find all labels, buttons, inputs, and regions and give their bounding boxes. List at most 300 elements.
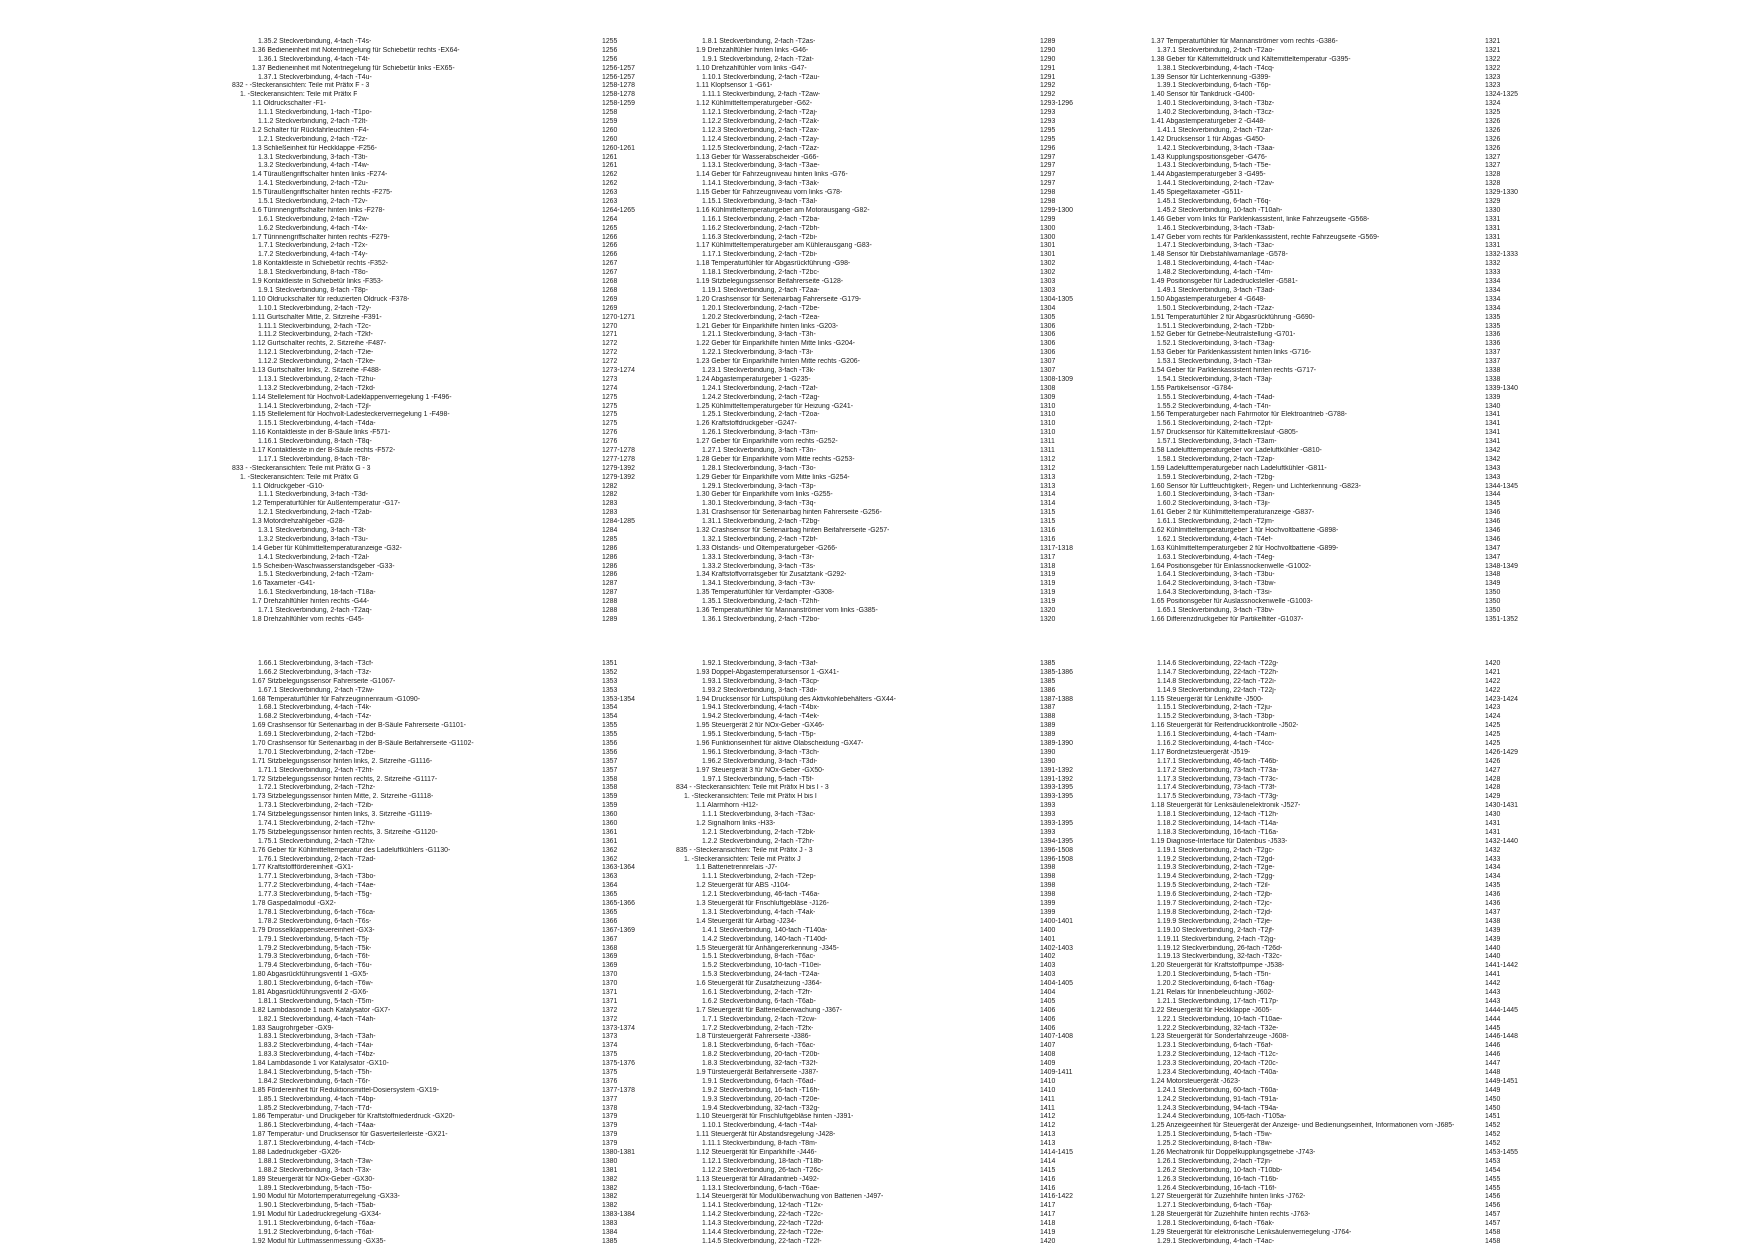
index-entry[interactable] xyxy=(676,660,1090,669)
index-entry[interactable] xyxy=(1131,847,1511,856)
index-entry[interactable] xyxy=(232,420,636,429)
index-entry[interactable] xyxy=(1131,465,1511,474)
index-entry[interactable] xyxy=(676,980,1090,989)
index-entry[interactable] xyxy=(232,278,636,287)
index-entry[interactable] xyxy=(676,758,1090,767)
index-entry[interactable] xyxy=(1131,927,1511,936)
index-entry[interactable] xyxy=(676,829,1090,838)
index-entry[interactable] xyxy=(676,927,1090,936)
index-entry[interactable] xyxy=(232,323,636,332)
index-entry[interactable] xyxy=(676,900,1090,909)
index-entry[interactable] xyxy=(676,687,1090,696)
index-entry[interactable] xyxy=(1131,145,1511,154)
index-entry[interactable] xyxy=(676,1229,1090,1238)
index-entry[interactable] xyxy=(676,1033,1090,1042)
index-entry[interactable] xyxy=(232,411,636,420)
index-entry[interactable] xyxy=(676,767,1090,776)
index-entry[interactable] xyxy=(676,589,1090,598)
index-entry[interactable] xyxy=(232,376,636,385)
index-entry[interactable] xyxy=(232,936,636,945)
index-entry[interactable] xyxy=(676,216,1090,225)
index-entry[interactable] xyxy=(232,225,636,234)
index-entry[interactable] xyxy=(1131,482,1518,492)
index-entry[interactable] xyxy=(232,704,636,713)
index-entry[interactable] xyxy=(232,234,636,243)
index-entry[interactable] xyxy=(676,38,1090,47)
index-entry[interactable] xyxy=(676,465,1090,474)
index-entry[interactable] xyxy=(1131,491,1511,500)
index-entry[interactable] xyxy=(1131,918,1511,927)
index-entry[interactable] xyxy=(1131,358,1511,367)
index-entry[interactable] xyxy=(676,740,1090,749)
index-entry[interactable] xyxy=(676,65,1090,74)
index-entry[interactable] xyxy=(1131,580,1511,589)
index-entry[interactable] xyxy=(676,225,1090,234)
index-entry[interactable] xyxy=(1131,554,1511,563)
index-entry[interactable] xyxy=(676,1149,1090,1158)
index-entry[interactable] xyxy=(676,598,1090,607)
index-entry[interactable] xyxy=(1131,474,1511,483)
index-entry[interactable] xyxy=(232,740,636,749)
index-entry[interactable] xyxy=(1131,945,1511,954)
index-entry[interactable] xyxy=(232,82,636,91)
index-entry[interactable] xyxy=(1131,242,1511,251)
index-entry[interactable] xyxy=(232,260,636,269)
index-entry[interactable] xyxy=(1131,971,1511,980)
index-entry[interactable] xyxy=(232,145,636,154)
index-entry[interactable] xyxy=(1131,154,1511,163)
index-entry[interactable] xyxy=(232,1185,636,1194)
index-entry[interactable] xyxy=(232,1140,636,1149)
index-entry[interactable] xyxy=(676,456,1090,465)
index-entry[interactable] xyxy=(676,491,1090,500)
index-entry[interactable] xyxy=(232,1113,636,1122)
index-entry[interactable] xyxy=(1131,207,1511,216)
index-entry[interactable] xyxy=(1131,420,1511,429)
index-entry[interactable] xyxy=(232,1069,636,1078)
index-entry[interactable] xyxy=(232,927,636,936)
index-entry[interactable] xyxy=(1131,784,1511,793)
index-entry[interactable] xyxy=(1131,953,1511,962)
index-entry[interactable] xyxy=(1131,74,1511,83)
index-entry[interactable] xyxy=(232,474,636,483)
index-entry[interactable] xyxy=(232,269,636,278)
index-entry[interactable] xyxy=(1131,1220,1511,1229)
index-entry[interactable] xyxy=(1131,1016,1511,1025)
index-entry[interactable] xyxy=(1131,171,1511,180)
index-entry[interactable] xyxy=(1131,962,1518,971)
index-entry[interactable] xyxy=(676,483,1090,492)
index-entry[interactable] xyxy=(676,234,1090,243)
index-entry[interactable] xyxy=(676,1113,1090,1122)
index-entry[interactable] xyxy=(676,1238,1090,1247)
index-entry[interactable] xyxy=(232,287,636,296)
index-entry[interactable] xyxy=(676,1185,1090,1194)
index-entry[interactable] xyxy=(1131,411,1511,420)
index-entry[interactable] xyxy=(232,838,636,847)
index-entry[interactable] xyxy=(676,296,1090,305)
index-entry[interactable] xyxy=(232,358,636,367)
index-entry[interactable] xyxy=(676,47,1090,56)
index-entry[interactable] xyxy=(1131,403,1511,412)
index-entry[interactable] xyxy=(676,696,1090,705)
index-entry[interactable] xyxy=(1131,731,1511,740)
index-entry[interactable] xyxy=(1131,669,1511,678)
index-entry[interactable] xyxy=(676,189,1090,198)
index-entry[interactable] xyxy=(232,500,636,509)
index-entry[interactable] xyxy=(232,847,636,856)
index-entry[interactable] xyxy=(676,323,1090,332)
index-entry[interactable] xyxy=(232,47,636,56)
index-entry[interactable] xyxy=(676,1131,1090,1140)
index-entry[interactable] xyxy=(1131,269,1511,278)
index-entry[interactable] xyxy=(232,38,636,47)
index-entry[interactable] xyxy=(1131,527,1511,536)
index-entry[interactable] xyxy=(676,1105,1090,1114)
index-entry[interactable] xyxy=(676,269,1090,278)
index-entry[interactable] xyxy=(1131,189,1518,198)
index-entry[interactable] xyxy=(1131,1158,1511,1167)
index-entry[interactable] xyxy=(232,545,636,554)
index-entry[interactable] xyxy=(232,1016,636,1025)
index-entry[interactable] xyxy=(232,154,636,163)
index-entry[interactable] xyxy=(232,589,636,598)
index-entry[interactable] xyxy=(232,678,636,687)
index-entry[interactable] xyxy=(676,1096,1090,1105)
index-entry[interactable] xyxy=(1131,882,1511,891)
index-entry[interactable] xyxy=(1131,314,1511,323)
index-entry[interactable] xyxy=(1131,287,1511,296)
index-entry[interactable] xyxy=(676,545,1090,554)
index-entry[interactable] xyxy=(1131,429,1511,438)
index-entry[interactable] xyxy=(232,1229,636,1238)
index-entry[interactable] xyxy=(1131,225,1511,234)
index-entry[interactable] xyxy=(1131,740,1511,749)
index-entry[interactable] xyxy=(232,767,636,776)
index-entry[interactable] xyxy=(232,65,636,74)
index-entry[interactable] xyxy=(1131,1148,1518,1158)
index-entry[interactable] xyxy=(232,314,636,323)
index-entry[interactable] xyxy=(1131,127,1511,136)
index-entry[interactable] xyxy=(1131,1140,1511,1149)
index-entry[interactable] xyxy=(676,162,1090,171)
index-entry[interactable] xyxy=(1131,989,1511,998)
index-entry[interactable] xyxy=(1131,1087,1511,1096)
index-entry[interactable] xyxy=(1131,545,1511,554)
index-entry[interactable] xyxy=(676,776,1090,785)
index-entry[interactable] xyxy=(232,563,636,572)
index-entry[interactable] xyxy=(232,989,636,998)
index-entry[interactable] xyxy=(676,171,1090,180)
index-entry[interactable] xyxy=(676,287,1090,296)
index-entry[interactable] xyxy=(232,953,636,962)
index-entry[interactable] xyxy=(676,811,1090,820)
index-entry[interactable] xyxy=(676,554,1090,563)
index-entry[interactable] xyxy=(676,704,1090,713)
index-entry[interactable] xyxy=(1131,1113,1511,1122)
index-entry[interactable] xyxy=(1131,758,1511,767)
index-entry[interactable] xyxy=(232,1078,636,1087)
index-entry[interactable] xyxy=(1131,1193,1511,1202)
index-entry[interactable] xyxy=(1131,1229,1511,1238)
index-entry[interactable] xyxy=(232,136,636,145)
index-entry[interactable] xyxy=(232,1007,636,1016)
index-entry[interactable] xyxy=(1131,1077,1518,1087)
index-entry[interactable] xyxy=(676,509,1090,518)
index-entry[interactable] xyxy=(1131,394,1511,403)
index-entry[interactable] xyxy=(676,118,1090,127)
index-entry[interactable] xyxy=(676,1060,1090,1069)
index-entry[interactable] xyxy=(676,305,1090,314)
index-entry[interactable] xyxy=(676,864,1090,873)
index-entry[interactable] xyxy=(232,909,636,918)
index-entry[interactable] xyxy=(232,918,636,927)
index-entry[interactable] xyxy=(1131,1025,1511,1034)
index-entry[interactable] xyxy=(1131,109,1511,118)
index-entry[interactable] xyxy=(1131,1006,1518,1016)
index-entry[interactable] xyxy=(676,616,1090,625)
index-entry[interactable] xyxy=(676,349,1090,358)
index-entry[interactable] xyxy=(232,207,636,216)
index-entry[interactable] xyxy=(676,784,1090,793)
index-entry[interactable] xyxy=(676,207,1090,216)
index-entry[interactable] xyxy=(232,216,636,225)
index-entry[interactable] xyxy=(1131,1105,1511,1114)
index-entry[interactable] xyxy=(676,198,1090,207)
index-entry[interactable] xyxy=(676,411,1090,420)
index-entry[interactable] xyxy=(232,891,636,900)
index-entry[interactable] xyxy=(232,189,636,198)
index-entry[interactable] xyxy=(676,998,1090,1007)
index-entry[interactable] xyxy=(1131,1176,1511,1185)
index-entry[interactable] xyxy=(232,1176,636,1185)
index-entry[interactable] xyxy=(232,722,636,731)
index-entry[interactable] xyxy=(232,696,636,705)
index-entry[interactable] xyxy=(1131,909,1511,918)
index-entry[interactable] xyxy=(676,429,1090,438)
index-entry[interactable] xyxy=(1131,1131,1511,1140)
index-entry[interactable] xyxy=(232,829,636,838)
index-entry[interactable] xyxy=(1131,331,1511,340)
index-entry[interactable] xyxy=(1131,198,1511,207)
index-entry[interactable] xyxy=(1131,500,1511,509)
index-entry[interactable] xyxy=(232,242,636,251)
index-entry[interactable] xyxy=(232,1087,636,1096)
index-entry[interactable] xyxy=(232,367,636,376)
index-entry[interactable] xyxy=(232,713,636,722)
index-entry[interactable] xyxy=(1131,873,1511,882)
index-entry[interactable] xyxy=(232,962,636,971)
index-entry[interactable] xyxy=(232,429,636,438)
index-entry[interactable] xyxy=(232,509,636,518)
index-entry[interactable] xyxy=(676,1193,1090,1202)
index-entry[interactable] xyxy=(232,349,636,358)
index-entry[interactable] xyxy=(676,882,1090,891)
index-entry[interactable] xyxy=(232,554,636,563)
index-entry[interactable] xyxy=(1131,1033,1518,1042)
index-entry[interactable] xyxy=(1131,1122,1511,1131)
index-entry[interactable] xyxy=(676,571,1090,580)
index-entry[interactable] xyxy=(232,1202,636,1211)
index-entry[interactable] xyxy=(676,856,1090,865)
index-entry[interactable] xyxy=(1131,234,1511,243)
index-entry[interactable] xyxy=(232,305,636,314)
index-entry[interactable] xyxy=(232,1149,636,1158)
index-entry[interactable] xyxy=(232,1060,636,1069)
index-entry[interactable] xyxy=(232,998,636,1007)
index-entry[interactable] xyxy=(232,1238,636,1247)
index-entry[interactable] xyxy=(676,1016,1090,1025)
index-entry[interactable] xyxy=(232,758,636,767)
index-entry[interactable] xyxy=(1131,180,1511,189)
index-entry[interactable] xyxy=(676,1158,1090,1167)
index-entry[interactable] xyxy=(232,447,636,456)
index-entry[interactable] xyxy=(1131,713,1511,722)
index-entry[interactable] xyxy=(1131,829,1511,838)
index-entry[interactable] xyxy=(1131,589,1511,598)
index-entry[interactable] xyxy=(1131,837,1518,847)
index-entry[interactable] xyxy=(676,891,1090,900)
index-entry[interactable] xyxy=(1131,438,1511,447)
index-entry[interactable] xyxy=(1131,1202,1511,1211)
index-entry[interactable] xyxy=(232,598,636,607)
index-entry[interactable] xyxy=(232,1096,636,1105)
index-entry[interactable] xyxy=(232,616,636,625)
index-entry[interactable] xyxy=(676,1025,1090,1034)
index-entry[interactable] xyxy=(1131,216,1511,225)
index-entry[interactable] xyxy=(1131,767,1511,776)
index-entry[interactable] xyxy=(676,127,1090,136)
index-entry[interactable] xyxy=(1131,678,1511,687)
index-entry[interactable] xyxy=(676,945,1090,954)
index-entry[interactable] xyxy=(676,1202,1090,1211)
index-entry[interactable] xyxy=(232,100,636,109)
index-entry[interactable] xyxy=(1131,47,1511,56)
index-entry[interactable] xyxy=(676,936,1090,945)
index-entry[interactable] xyxy=(1131,100,1511,109)
index-entry[interactable] xyxy=(232,331,636,340)
index-entry[interactable] xyxy=(232,180,636,189)
index-entry[interactable] xyxy=(232,784,636,793)
index-entry[interactable] xyxy=(1131,820,1511,829)
index-entry[interactable] xyxy=(676,1211,1090,1220)
index-entry[interactable] xyxy=(232,864,636,873)
index-entry[interactable] xyxy=(676,722,1090,731)
index-entry[interactable] xyxy=(676,1176,1090,1185)
index-entry[interactable] xyxy=(232,971,636,980)
index-entry[interactable] xyxy=(1131,1185,1511,1194)
index-entry[interactable] xyxy=(676,918,1090,927)
index-entry[interactable] xyxy=(232,1167,636,1176)
index-entry[interactable] xyxy=(1131,1051,1511,1060)
index-entry[interactable] xyxy=(1131,376,1511,385)
index-entry[interactable] xyxy=(1131,260,1511,269)
index-entry[interactable] xyxy=(1131,65,1511,74)
index-entry[interactable] xyxy=(1131,251,1518,260)
index-entry[interactable] xyxy=(1131,296,1511,305)
index-entry[interactable] xyxy=(1131,704,1511,713)
index-entry[interactable] xyxy=(232,118,636,127)
index-entry[interactable] xyxy=(1131,340,1511,349)
index-entry[interactable] xyxy=(1131,518,1511,527)
index-entry[interactable] xyxy=(1131,607,1511,616)
index-entry[interactable] xyxy=(232,669,636,678)
index-entry[interactable] xyxy=(232,91,636,100)
index-entry[interactable] xyxy=(1131,936,1511,945)
index-entry[interactable] xyxy=(232,900,636,909)
index-entry[interactable] xyxy=(676,989,1090,998)
index-entry[interactable] xyxy=(232,491,636,500)
index-entry[interactable] xyxy=(232,1042,636,1051)
index-entry[interactable] xyxy=(232,536,636,545)
index-entry[interactable] xyxy=(676,340,1090,349)
index-entry[interactable] xyxy=(1131,536,1511,545)
index-entry[interactable] xyxy=(232,1131,636,1140)
index-entry[interactable] xyxy=(1131,748,1518,758)
index-entry[interactable] xyxy=(676,580,1090,589)
index-entry[interactable] xyxy=(232,527,636,536)
index-entry[interactable] xyxy=(232,980,636,989)
index-entry[interactable] xyxy=(676,74,1090,83)
index-entry[interactable] xyxy=(1131,1211,1511,1220)
index-entry[interactable] xyxy=(676,518,1090,527)
index-entry[interactable] xyxy=(1131,980,1511,989)
index-entry[interactable] xyxy=(232,403,636,412)
index-entry[interactable] xyxy=(1131,811,1511,820)
index-entry[interactable] xyxy=(676,403,1090,412)
index-entry[interactable] xyxy=(232,1211,636,1220)
index-entry[interactable] xyxy=(232,793,636,802)
index-entry[interactable] xyxy=(232,127,636,136)
index-entry[interactable] xyxy=(1131,162,1511,171)
index-entry[interactable] xyxy=(1131,447,1511,456)
index-entry[interactable] xyxy=(232,776,636,785)
index-entry[interactable] xyxy=(676,1087,1090,1096)
index-entry[interactable] xyxy=(1131,900,1511,909)
index-entry[interactable] xyxy=(676,713,1090,722)
index-entry[interactable] xyxy=(676,820,1090,829)
index-entry[interactable] xyxy=(1131,456,1511,465)
index-entry[interactable] xyxy=(1131,305,1511,314)
index-entry[interactable] xyxy=(232,731,636,740)
index-entry[interactable] xyxy=(676,56,1090,65)
index-entry[interactable] xyxy=(1131,367,1511,376)
index-entry[interactable] xyxy=(232,945,636,954)
index-entry[interactable] xyxy=(676,1051,1090,1060)
index-entry[interactable] xyxy=(676,749,1090,758)
index-entry[interactable] xyxy=(676,1122,1090,1131)
index-entry[interactable] xyxy=(676,838,1090,847)
index-entry[interactable] xyxy=(232,438,636,447)
index-entry[interactable] xyxy=(232,109,636,118)
index-entry[interactable] xyxy=(676,154,1090,163)
index-entry[interactable] xyxy=(676,802,1090,811)
index-entry[interactable] xyxy=(232,394,636,403)
index-entry[interactable] xyxy=(676,242,1090,251)
index-entry[interactable] xyxy=(676,500,1090,509)
index-entry[interactable] xyxy=(232,483,636,492)
index-entry[interactable] xyxy=(676,536,1090,545)
index-entry[interactable] xyxy=(232,856,636,865)
index-entry[interactable] xyxy=(1131,91,1518,100)
index-entry[interactable] xyxy=(1131,509,1511,518)
index-entry[interactable] xyxy=(1131,38,1511,47)
index-entry[interactable] xyxy=(676,962,1090,971)
index-entry[interactable] xyxy=(676,376,1090,385)
index-entry[interactable] xyxy=(676,145,1090,154)
index-entry[interactable] xyxy=(676,180,1090,189)
index-entry[interactable] xyxy=(676,953,1090,962)
